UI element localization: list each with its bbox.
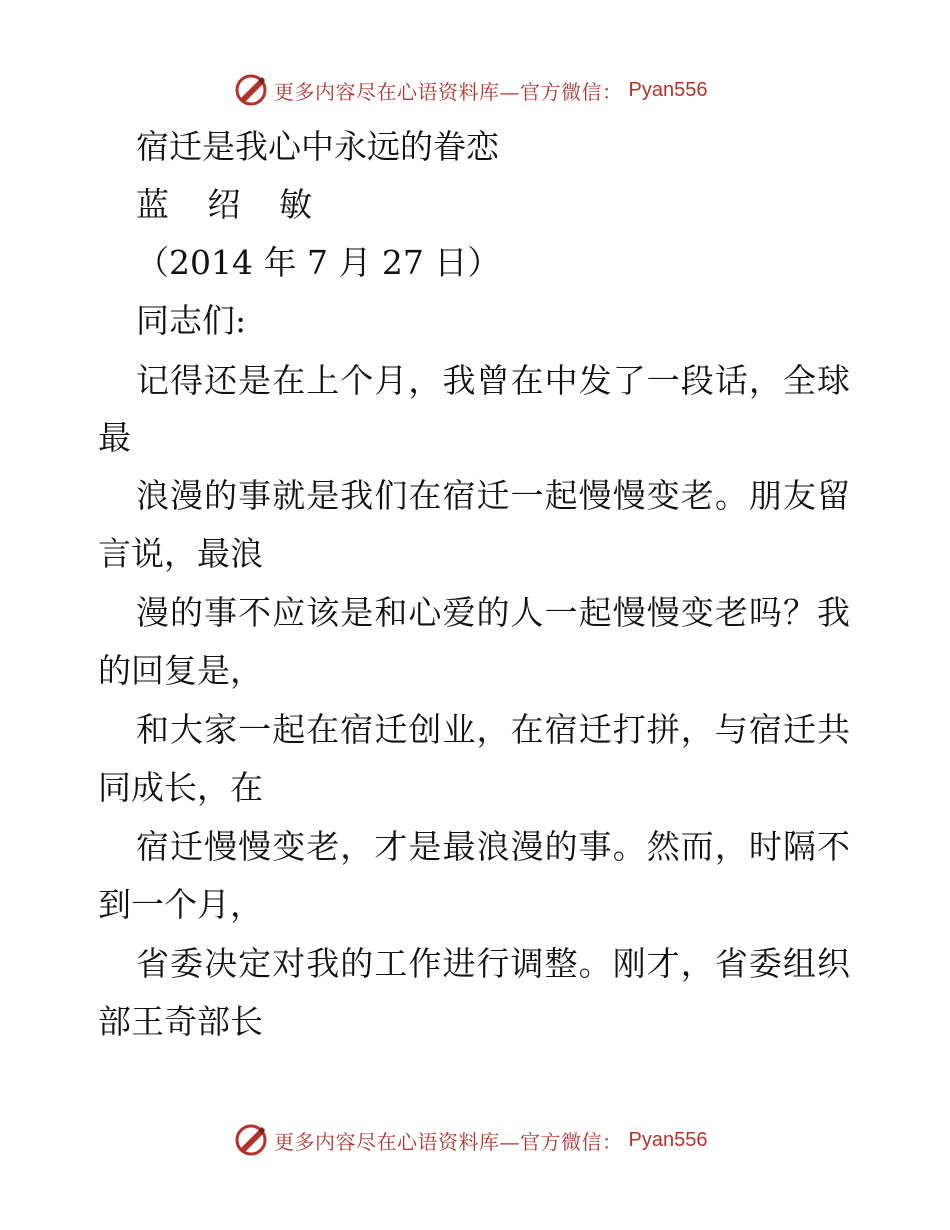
body-line: 省委决定对我的工作进行调整。刚才，省委组织 (136, 944, 850, 983)
body-line: 宿迁慢慢变老，才是最浪漫的事。然而，时隔不 (136, 827, 850, 866)
body-line: 同成长，在 (98, 768, 263, 807)
body-line: 记得还是在上个月，我曾在中发了一段话，全球 (136, 361, 850, 400)
body-line: 浪漫的事就是我们在宿迁一起慢慢变老。朋友留 (136, 476, 850, 515)
salutation: 同志们: (136, 301, 247, 340)
pen-circle-logo-icon (234, 1123, 268, 1157)
pen-circle-logo-icon (234, 73, 268, 107)
footer-watermark (234, 1122, 707, 1158)
watermark-account: Pyan556 (628, 1128, 708, 1151)
document-title: 宿迁是我心中永远的眷恋 (136, 127, 499, 166)
body-line: 言说，最浪 (98, 534, 263, 573)
body-line: 和大家一起在宿迁创业，在宿迁打拼，与宿迁共 (136, 710, 850, 749)
body-line: 漫的事不应该是和心爱的人一起慢慢变老吗？我 (136, 593, 850, 632)
watermark-text: 更多内容尽在心语资料库—官方微信： (274, 79, 623, 104)
body-line: 部王奇部长 (98, 1002, 263, 1041)
document-date: （2014 年 7 月 27 日） (136, 243, 501, 282)
watermark-text: 更多内容尽在心语资料库—官方微信： (274, 1129, 623, 1154)
document-author: 蓝 绍 敏 (136, 185, 326, 224)
header-watermark (234, 72, 707, 108)
body-line: 到一个月， (98, 885, 263, 924)
body-line: 最 (98, 418, 131, 457)
watermark-account: Pyan556 (628, 78, 708, 101)
body-line: 的回复是， (98, 651, 263, 690)
